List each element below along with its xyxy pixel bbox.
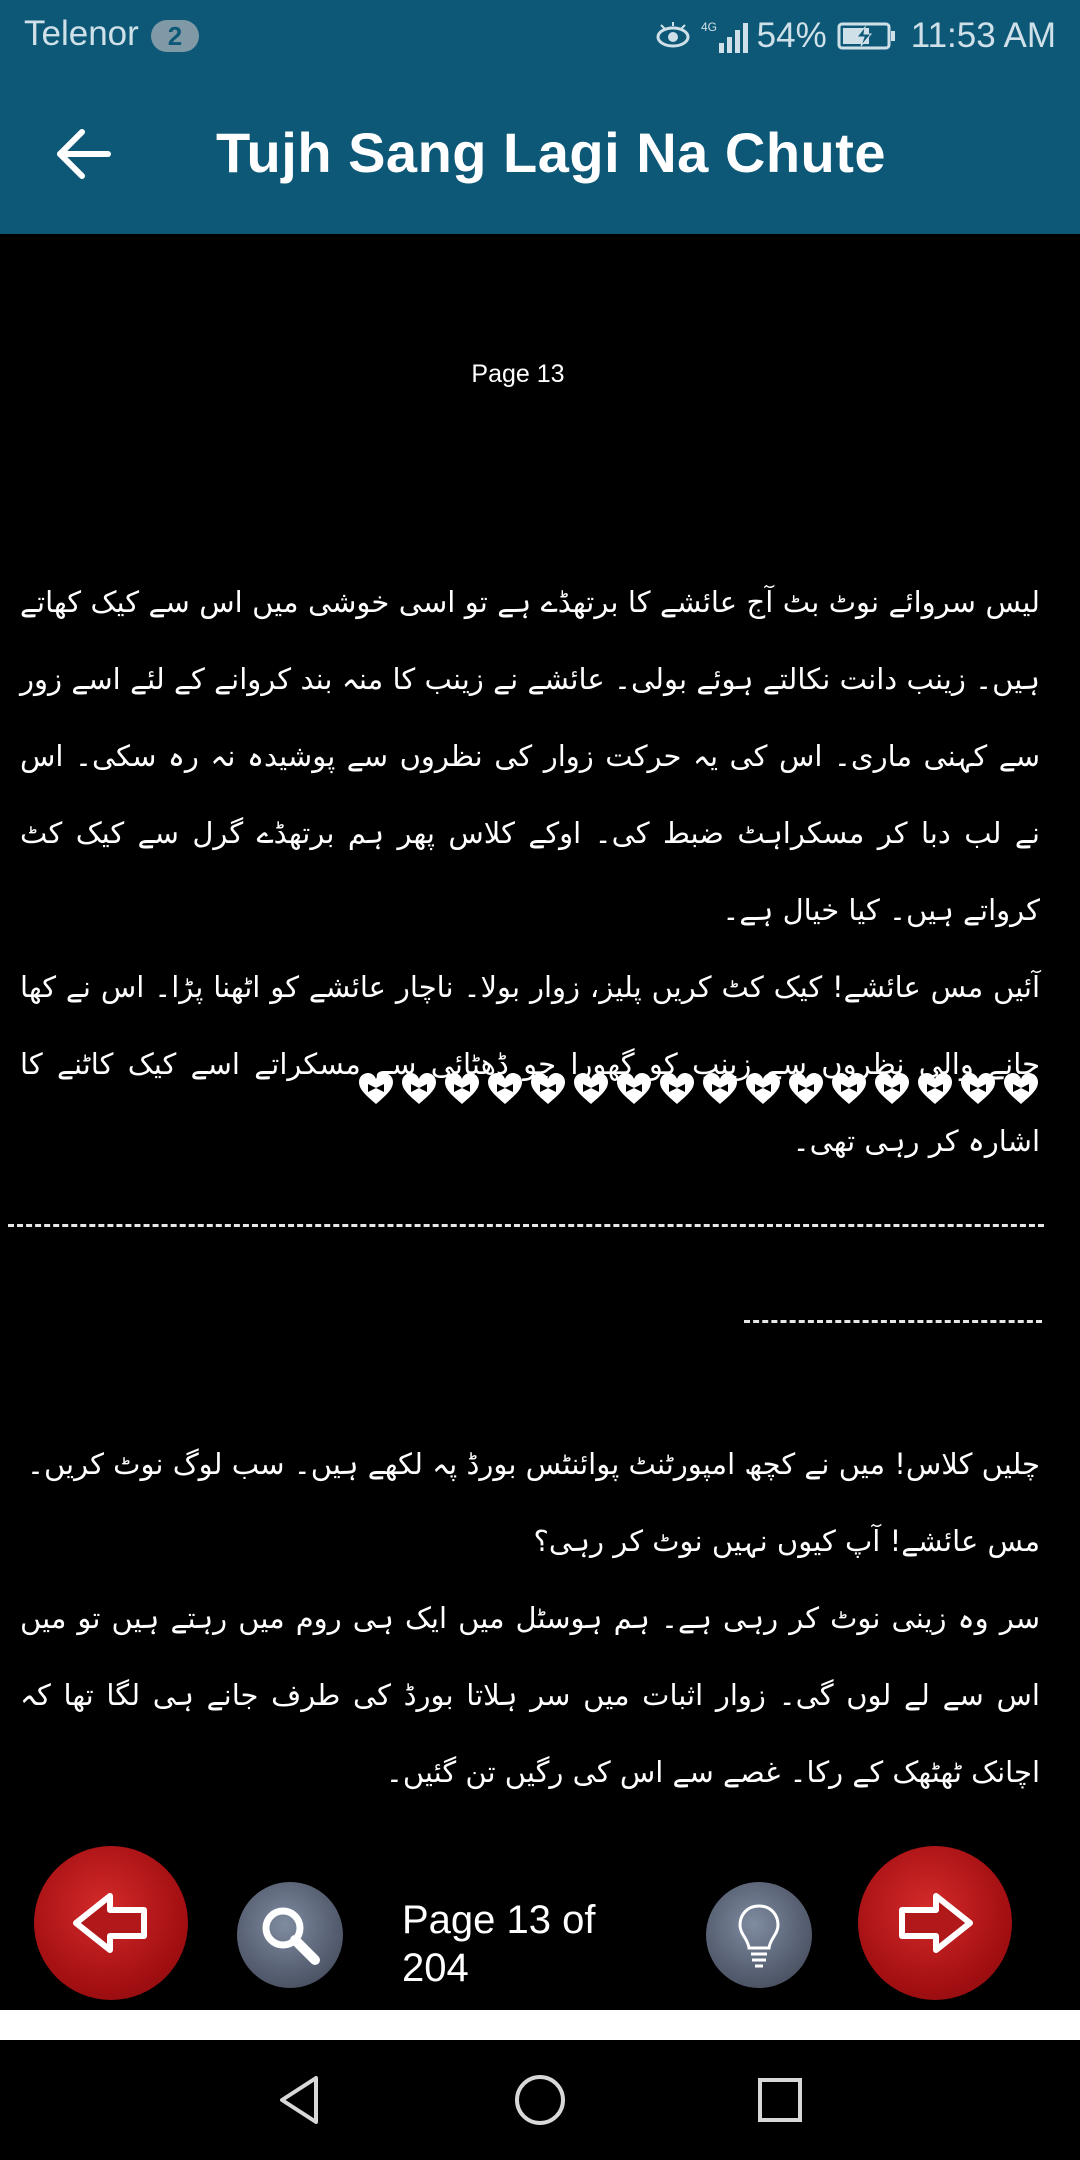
reader-controls [0, 1810, 1080, 2010]
heart-icon [744, 1072, 782, 1106]
status-icons [655, 14, 1056, 58]
heart-icon [701, 1072, 739, 1106]
heart-icon [529, 1072, 567, 1106]
story-text: لیس سروائے نوٹ بٹ آج عائشے کا برتھڈے ہے تو اسی خوشی میں اس سے کیک کھاتے ہیں۔ زینب دانت نکالتے ہوئے بولی۔ عائشے نے زینب کا منہ بند کروانے کے لئے اسے زور سے کہنی ماری۔ اس کی یہ حرکت زوار کی نظروں سے پوشیدہ نہ رہ سکی۔ اس نے لب دبا کر مسکراہٹ ضبط کی۔ اوکے کلاس پھر ہم برتھڈے گرل سے کیک کٹ کرواتے ہیں۔ کیا خیال ہے۔ [20, 585, 1040, 927]
heart-icon [357, 1072, 395, 1106]
lightbulb-icon [706, 1882, 812, 1988]
page-counter: Page 13 of 204 [402, 1898, 596, 1990]
heart-icon [615, 1072, 653, 1106]
reader-content[interactable] [0, 234, 1080, 2010]
next-page-button[interactable] [858, 1846, 1012, 2000]
notification-badge: 2 [151, 20, 199, 52]
heart-icon [443, 1072, 481, 1106]
heart-icon [873, 1072, 911, 1106]
arrow-left-icon [34, 1846, 188, 2000]
bottom-divider [0, 2010, 1080, 2040]
search-icon [237, 1882, 343, 1988]
heart-icon [916, 1072, 954, 1106]
heart-icon [658, 1072, 696, 1106]
status-bar [0, 0, 1080, 74]
previous-page-button[interactable] [34, 1846, 188, 2000]
search-button[interactable] [237, 1882, 343, 1988]
network-type: 4G [700, 20, 717, 34]
signal-icon [701, 19, 751, 53]
story-text: سر وہ زینی نوٹ کر رہی ہے۔ ہم ہوسٹل میں ایک ہی روم میں رہتے ہیں تو میں اس سے لے لوں گی۔ زوار اثبات میں سر ہلاتا بورڈ کی طرف جانے ہی لگا تھا کہ اچانک ٹھٹھک کے رکا۔ غصے سے اس کی رگیں تن گئیں۔ [20, 1601, 1040, 1789]
story-paragraph-2 [20, 1426, 1040, 1811]
eye-comfort-icon [655, 21, 691, 51]
battery-percent: 54% [756, 16, 827, 55]
heart-divider [357, 1072, 1040, 1106]
dashed-divider [8, 1224, 1044, 1231]
system-nav-bar [0, 2040, 1080, 2160]
nav-recent-apps-icon[interactable] [748, 2068, 812, 2132]
story-text: چلیں کلاس! میں نے کچھ امپورٹنٹ پوائنٹس بورڈ پہ لکھے ہیں۔ سب لوگ نوٹ کریں۔ [26, 1447, 1040, 1481]
nav-back-icon[interactable] [268, 2068, 332, 2132]
dashed-divider [744, 1320, 1042, 1327]
page-title: Tujh Sang Lagi Na Chute [216, 121, 887, 184]
heart-icon [830, 1072, 868, 1106]
night-mode-button[interactable] [706, 1882, 812, 1988]
story-text: مس عائشے! آپ کیوں نہیں نوٹ کر رہی؟ [533, 1524, 1040, 1558]
app-bar [0, 74, 1080, 234]
heart-icon [486, 1072, 524, 1106]
page-label: Page 13 [471, 360, 565, 388]
heart-icon [959, 1072, 997, 1106]
heart-icon [400, 1072, 438, 1106]
heart-icon [1002, 1072, 1040, 1106]
story-text: آئیں مس عائشے! کیک کٹ کریں پلیز، زوار بولا۔ ناچار عائشے کو اٹھنا پڑا۔ اس نے کھا جانے والی نظروں سے زینب کو گھورا جو ڈھٹائی سے مسکراتے اسے کیک کاٹنے کا اشارہ کر رہی تھی۔ [20, 970, 1040, 1158]
carrier-name: Telenor [24, 14, 139, 53]
nav-home-icon[interactable] [508, 2068, 572, 2132]
heart-icon [787, 1072, 825, 1106]
battery-charging-icon [837, 21, 897, 51]
clock: 11:53 AM [910, 16, 1056, 55]
arrow-right-icon [858, 1846, 1012, 2000]
heart-icon [572, 1072, 610, 1106]
back-arrow-icon[interactable] [42, 112, 126, 196]
